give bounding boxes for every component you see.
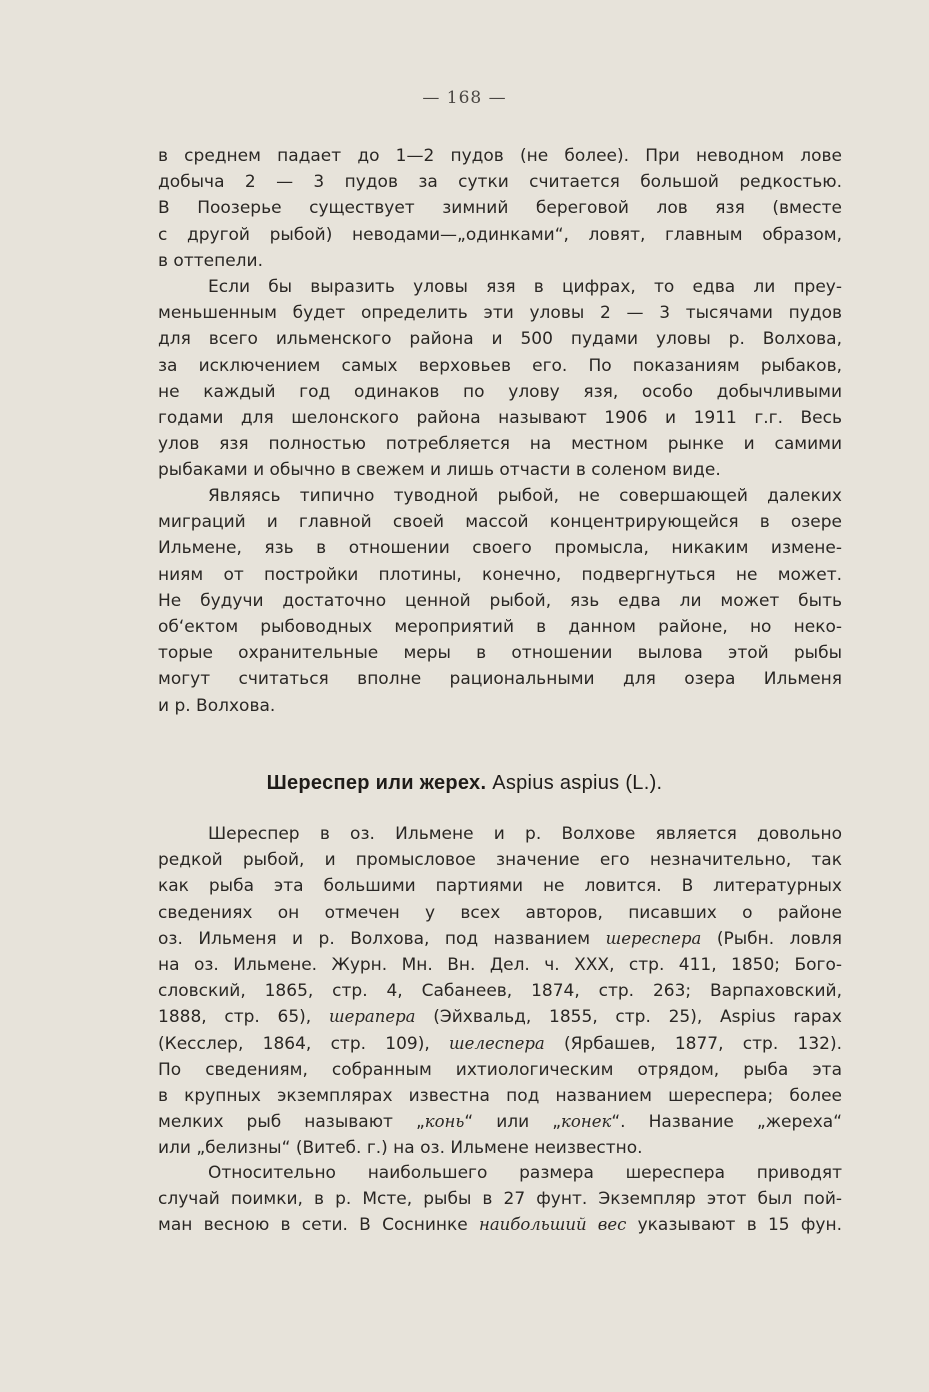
text-line: Если бы выразить уловы язя в цифрах, то едва ли преу- (208, 277, 842, 297)
heading-russian: Шереспер или жерех. (266, 772, 487, 794)
text-run: оз. Ильменя и р. Волхова, под названием (158, 928, 606, 949)
text-line: в среднем падает до 1—2 пудов (не более). При неводном лове (158, 146, 842, 166)
text-run: (Ярбашев, 1877, стр. 132). (544, 1033, 842, 1054)
text-line: меньшенным будет определить эти уловы 2 — 3 тысячами пудов (158, 303, 842, 324)
italic-term: наибольший вес (478, 1215, 627, 1235)
italic-term: конек (561, 1112, 612, 1132)
text-line: могут считаться вполне рациональными для озера Ильменя (158, 669, 842, 690)
text-run: (Рыбн. ловля (701, 928, 842, 949)
text-run: “ или „ (464, 1112, 562, 1133)
text-run: 1888, стр. 65), (158, 1007, 329, 1028)
section-heading (0, 772, 929, 795)
text-run: ман весною в сети. В Соснинке (158, 1215, 479, 1236)
text-line: с другой рыбой) неводами—„одинками“, ловят, главным образом, (158, 224, 842, 245)
text-line: По сведениям, собранным ихтиологическим отрядом, рыба эта (158, 1059, 842, 1080)
italic-term: конь (424, 1112, 465, 1132)
text-line: Являясь типично туводной рыбой, не совершающей далеких (208, 486, 842, 506)
text-run: (Эйхвальд, 1855, стр. 25), Aspius rapax (415, 1007, 842, 1028)
text-line: Относительно наибольшего размера шереспера приводят (208, 1163, 842, 1183)
text-line: в оттепели. (158, 250, 263, 271)
text-line (158, 1109, 842, 1135)
text-line: редкой рыбой, и промысловое значение его незначительно, так (158, 850, 842, 871)
text-line: как рыба эта большими партиями не ловится. В литературных (158, 876, 842, 897)
italic-term: шелеспера (449, 1033, 545, 1053)
text-run: указывают в 15 фун. (626, 1215, 842, 1236)
text-line (158, 1212, 842, 1238)
paragraph-2 (158, 274, 842, 484)
text-line: или „белизны“ (Витеб. г.) на оз. Ильмене неизвестно. (158, 1138, 643, 1159)
text-line: Не будучи достаточно ценной рыбой, язь едва ли может быть (158, 590, 842, 611)
paragraph-1 (158, 143, 842, 274)
text-line: не каждый год одинаков по улову язя, особо добычливыми (158, 381, 842, 402)
heading-latin: Aspius aspius (L.). (492, 772, 663, 794)
text-line: и р. Волхова. (158, 695, 276, 716)
text-line: миграций и главной своей массой концентрирующейся в озере (158, 512, 842, 533)
italic-term: шерапера (328, 1007, 416, 1027)
text-line: рыбаками и обычно в свежем и лишь отчасти в соленом виде. (158, 460, 721, 481)
text-line: годами для шелонского района называют 1906 и 1911 г.г. Весь (158, 407, 842, 428)
text-line (158, 1004, 842, 1030)
page-number: — 168 — (422, 88, 507, 108)
text-line: Ильмене, язь в отношении своего промысла, никаким измене- (158, 538, 842, 559)
paragraph-4 (158, 821, 842, 1161)
text-line: об‘ектом рыбоводных мероприятий в данном районе, но неко- (158, 616, 842, 637)
text-line: на оз. Ильмене. Журн. Мн. Вн. Дел. ч. XXX, стр. 411, 1850; Бого- (158, 954, 842, 975)
text-line: Шереспер в оз. Ильмене и р. Волхове является довольно (208, 824, 842, 844)
text-line: за исключением самых верховьев его. По показаниям рыбаков, (158, 355, 842, 376)
text-run: мелких рыб называют „ (158, 1112, 425, 1133)
text-line: в крупных экземплярах известна под названием шереспера; более (158, 1085, 842, 1106)
text-line: для всего ильменского района и 500 пудами уловы р. Волхова, (158, 329, 842, 350)
text-line: словский, 1865, стр. 4, Сабанеев, 1874, стр. 263; Варпаховский, (158, 981, 842, 1002)
text-line (158, 1031, 842, 1057)
text-line: добыча 2 — 3 пудов за сутки считается большой редкостью. (158, 172, 842, 193)
text-run: (Кесслер, 1864, стр. 109), (158, 1033, 450, 1054)
text-run: “. Название „жереха“ (611, 1112, 843, 1133)
text-line (158, 926, 842, 952)
text-line: торые охранительные меры в отношении вылова этой рыбы (158, 643, 842, 664)
text-line: ниям от постройки плотины, конечно, подвергнуться не может. (158, 564, 842, 585)
text-line: сведениях он отмечен у всех авторов, писавших о районе (158, 902, 842, 923)
paragraph-3 (158, 483, 842, 719)
text-line: случай поимки, в р. Мсте, рыбы в 27 фунт. Экземпляр этот был пой- (158, 1189, 842, 1210)
text-line: улов язя полностью потребляется на местном рынке и самими (158, 434, 842, 455)
italic-term: шереспера (605, 928, 702, 948)
text-line: В Поозерье существует зимний береговой лов язя (вместе (158, 198, 842, 219)
paragraph-5 (158, 1160, 842, 1239)
